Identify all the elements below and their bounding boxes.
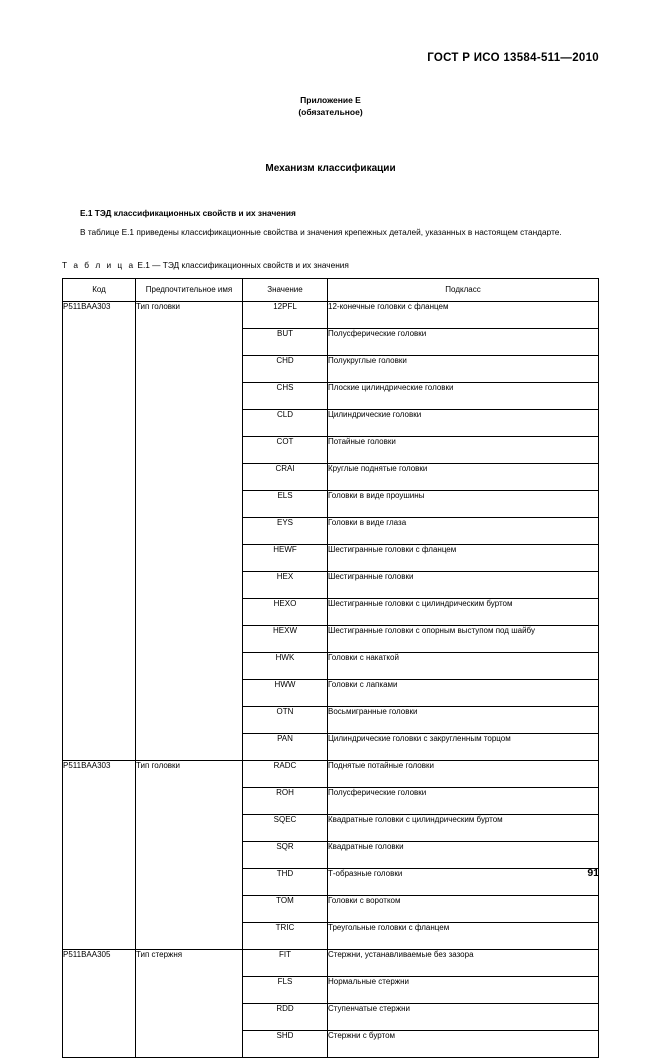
cell-subclass: Головки в виде проушины [328, 490, 599, 517]
cell-value: COT [243, 436, 328, 463]
cell-value: TOM [243, 895, 328, 922]
table-row [63, 760, 599, 787]
cell-subclass: Цилиндрические головки с закругленным торцом [328, 733, 599, 760]
cell-value: TRIC [243, 922, 328, 949]
cell-value: HEXW [243, 625, 328, 652]
table-caption [62, 260, 599, 270]
cell-value: CHD [243, 355, 328, 382]
cell-subclass: Квадратные головки с цилиндрическим буртом [328, 814, 599, 841]
table-row [63, 949, 599, 976]
cell-code: P511BAA305 [63, 949, 136, 1057]
cell-subclass: Треугольные головки с фланцем [328, 922, 599, 949]
intro-paragraph: В таблице Е.1 приведены классификационные свойства и значения крепежных деталей, указанных в настоящем стандарте. [80, 226, 562, 237]
cell-value: BUT [243, 328, 328, 355]
cell-preferred-name: Тип стержня [136, 949, 243, 1057]
cell-value: HWK [243, 652, 328, 679]
classification-table [62, 278, 599, 1058]
cell-subclass: Восьмигранные головки [328, 706, 599, 733]
cell-code: P511BAA303 [63, 760, 136, 949]
cell-value: SQEC [243, 814, 328, 841]
cell-subclass: Шестигранные головки с цилиндрическим буртом [328, 598, 599, 625]
cell-subclass: Головки с лапками [328, 679, 599, 706]
cell-subclass: Шестигранные головки с опорным выступом под шайбу [328, 625, 599, 652]
annex-sublabel: (обязательное) [298, 107, 363, 118]
standard-header: ГОСТ Р ИСО 13584-511—2010 [427, 52, 599, 64]
table-caption-prefix: Т а б л и ц а [62, 259, 136, 270]
table-caption-rest: Е.1 — ТЭД классификационных свойств и их значения [137, 259, 349, 270]
cell-value: 12PFL [243, 301, 328, 328]
cell-value: SQR [243, 841, 328, 868]
cell-subclass: Шестигранные головки [328, 571, 599, 598]
page-title: Механизм классификации [265, 162, 396, 174]
cell-value: CHS [243, 382, 328, 409]
cell-subclass: 12-конечные головки с фланцем [328, 301, 599, 328]
cell-value: RDD [243, 1003, 328, 1030]
cell-subclass: Плоские цилиндрические головки [328, 382, 599, 409]
cell-subclass: Ступенчатые стержни [328, 1003, 599, 1030]
table-header-row [63, 278, 599, 301]
cell-subclass: Т-образные головки [328, 868, 599, 895]
annex-block [62, 94, 599, 119]
cell-value: PAN [243, 733, 328, 760]
column-header-preferred-name: Предпочтительное имя [136, 278, 243, 301]
cell-value: HEWF [243, 544, 328, 571]
table-body [63, 301, 599, 1057]
cell-value: ELS [243, 490, 328, 517]
page-number: 91 [587, 867, 599, 879]
column-header-code: Код [63, 278, 136, 301]
cell-value: HEXO [243, 598, 328, 625]
cell-subclass: Стержни, устанавливаемые без зазора [328, 949, 599, 976]
annex-label: Приложение Е [300, 95, 361, 105]
cell-subclass: Головки с воротком [328, 895, 599, 922]
cell-value: CLD [243, 409, 328, 436]
cell-value: OTN [243, 706, 328, 733]
cell-subclass: Полусферические головки [328, 787, 599, 814]
cell-subclass: Нормальные стержни [328, 976, 599, 1003]
cell-value: RADC [243, 760, 328, 787]
cell-value: HWW [243, 679, 328, 706]
cell-value: THD [243, 868, 328, 895]
cell-value: EYS [243, 517, 328, 544]
column-header-value: Значение [243, 278, 328, 301]
cell-preferred-name: Тип головки [136, 760, 243, 949]
section-heading: Е.1 ТЭД классификационных свойств и их значения [80, 207, 296, 218]
cell-subclass: Полукруглые головки [328, 355, 599, 382]
cell-subclass: Цилиндрические головки [328, 409, 599, 436]
cell-subclass: Шестигранные головки с фланцем [328, 544, 599, 571]
cell-subclass: Полусферические головки [328, 328, 599, 355]
table-row [63, 301, 599, 328]
cell-code: P511BAA303 [63, 301, 136, 760]
column-header-subclass: Подкласс [328, 278, 599, 301]
cell-subclass: Головки в виде глаза [328, 517, 599, 544]
cell-subclass: Потайные головки [328, 436, 599, 463]
cell-subclass: Головки с накаткой [328, 652, 599, 679]
cell-value: CRAI [243, 463, 328, 490]
cell-subclass: Поднятые потайные головки [328, 760, 599, 787]
cell-subclass: Стержни с буртом [328, 1030, 599, 1057]
cell-value: HEX [243, 571, 328, 598]
cell-value: ROH [243, 787, 328, 814]
cell-subclass: Круглые поднятые головки [328, 463, 599, 490]
cell-value: FLS [243, 976, 328, 1003]
cell-value: FIT [243, 949, 328, 976]
cell-value: SHD [243, 1030, 328, 1057]
cell-preferred-name: Тип головки [136, 301, 243, 760]
cell-subclass: Квадратные головки [328, 841, 599, 868]
